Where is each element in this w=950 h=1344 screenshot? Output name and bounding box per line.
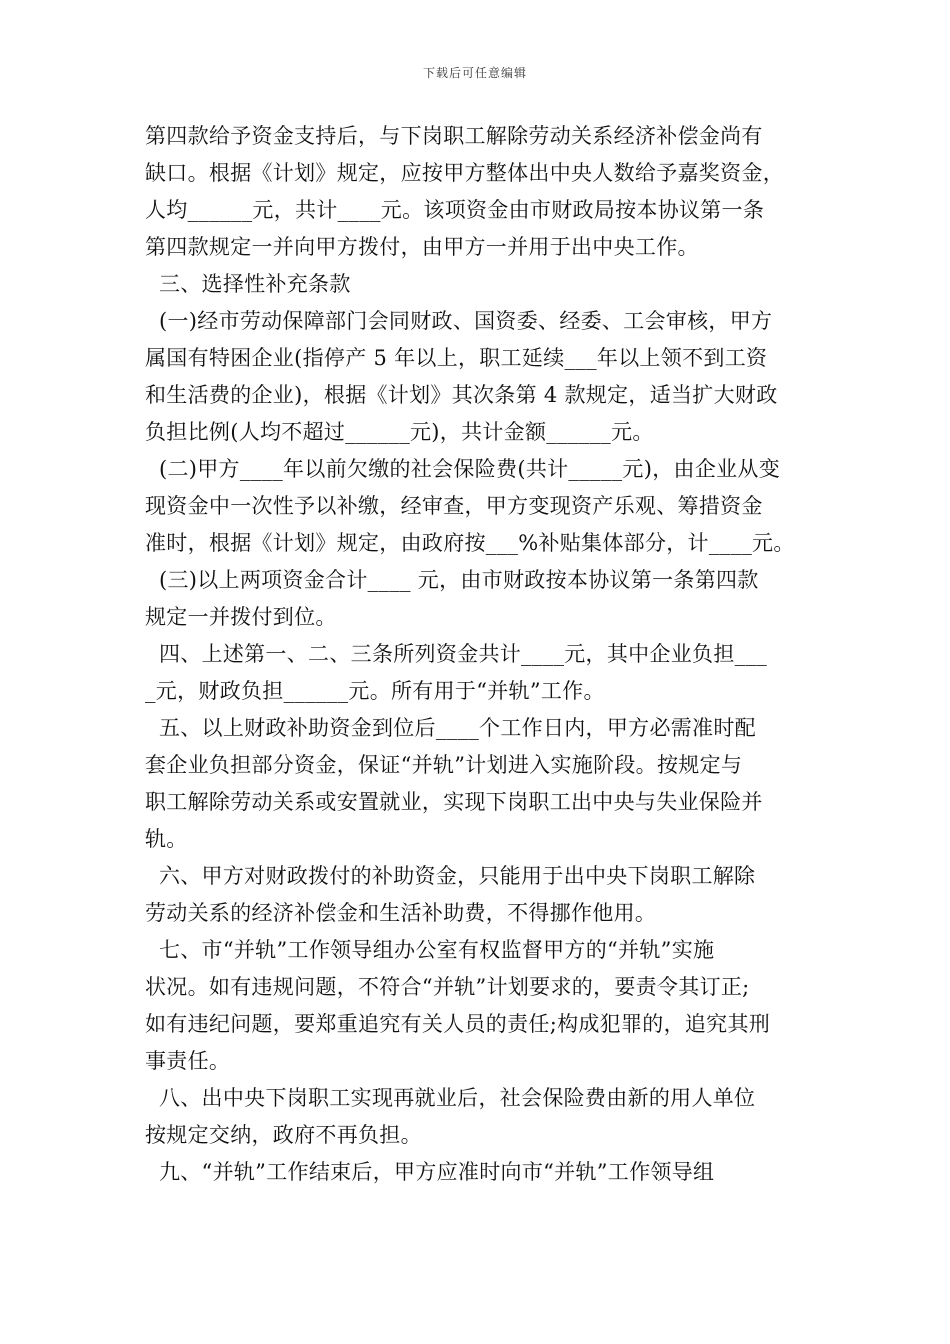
text-line: (一)经市劳动保障部门会同财政、国资委、经委、工会审核，甲方 bbox=[145, 309, 773, 333]
document-body bbox=[145, 118, 815, 1191]
text-line: 轨。 bbox=[145, 827, 188, 851]
text-line: 规定一并拨付到位。 bbox=[145, 605, 337, 629]
text-line: 五、以上财政补助资金到位后____个工作日内，甲方必需准时配 bbox=[145, 716, 756, 740]
text-line: 套企业负担部分资金，保证“并轨”计划进入实施阶段。按规定与 bbox=[145, 753, 743, 777]
text-line: 事责任。 bbox=[145, 1049, 231, 1073]
text-line: 负担比例(人均不超过______元)，共计金额______元。 bbox=[145, 420, 654, 444]
text-line: 第四款给予资金支持后，与下岗职工解除劳动关系经济补偿金尚有 bbox=[145, 124, 763, 148]
text-line: 属国有特困企业(指停产 5 年以上，职工延续___年以上领不到工资 bbox=[145, 346, 768, 370]
page-header: 下载后可任意编辑 bbox=[422, 66, 527, 80]
text-line: 如有违纪问题，要郑重追究有关人员的责任;构成犯罪的，追究其刑 bbox=[145, 1012, 771, 1036]
text-line: 准时，根据《计划》规定，由政府按___%补贴集体部分，计____元。 bbox=[145, 531, 795, 555]
text-line: 状况。如有违规问题，不符合“并轨”计划要求的，要责令其订正; bbox=[145, 975, 750, 999]
text-line: (三)以上两项资金合计____ 元，由市财政按本协议第一条第四款 bbox=[145, 568, 759, 592]
text-line: 七、市“并轨”工作领导组办公室有权监督甲方的“并轨”实施 bbox=[145, 938, 715, 962]
text-line: 八、出中央下岗职工实现再就业后，社会保险费由新的用人单位 bbox=[145, 1086, 756, 1110]
text-line: 劳动关系的经济补偿金和生活补助费，不得挪作他用。 bbox=[145, 901, 657, 925]
text-line: 职工解除劳动关系或安置就业，实现下岗职工出中央与失业保险并 bbox=[145, 790, 763, 814]
text-line: 和生活费的企业)，根据《计划》其次条第 4 款规定，适当扩大财政 bbox=[145, 383, 778, 407]
text-line: 按规定交纳，政府不再负担。 bbox=[145, 1123, 422, 1147]
text-line: 现资金中一次性予以补缴，经审查，甲方变现资产乐观、筹措资金 bbox=[145, 494, 763, 518]
text-line: 六、甲方对财政拨付的补助资金，只能用于出中央下岗职工解除 bbox=[145, 864, 756, 888]
text-line: 四、上述第一、二、三条所列资金共计____元，其中企业负担___ bbox=[145, 642, 768, 666]
text-line: 第四款规定一并向甲方拨付，由甲方一并用于出中央工作。 bbox=[145, 235, 699, 259]
text-line: _元，财政负担______元。所有用于“并轨”工作。 bbox=[145, 679, 605, 703]
text-line: 九、“并轨”工作结束后，甲方应准时向市“并轨”工作领导组 bbox=[145, 1160, 715, 1184]
section-heading: 三、选择性补充条款 bbox=[145, 272, 351, 296]
text-line: (二)甲方____年以前欠缴的社会保险费(共计_____元)，由企业从变 bbox=[145, 457, 781, 481]
text-line: 缺口。根据《计划》规定，应按甲方整体出中央人数给予嘉奖资金， bbox=[145, 161, 784, 185]
text-line: 人均______元，共计____元。该项资金由市财政局按本协议第一条 bbox=[145, 198, 765, 222]
